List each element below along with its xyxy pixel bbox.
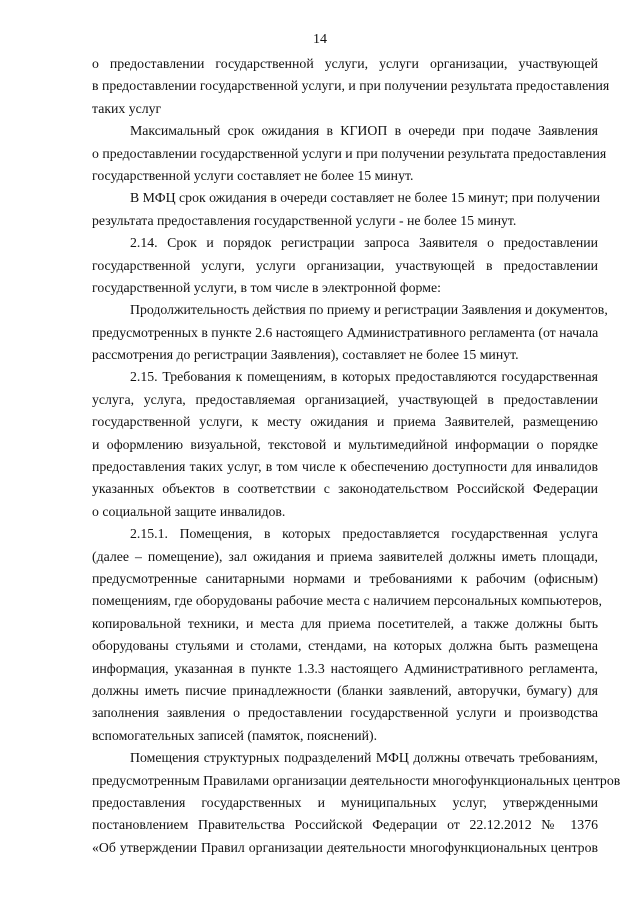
text-line: должны иметь писчие принадлежности (бланки заявлений, авторучки, бумагу) для	[92, 682, 598, 698]
paragraph	[92, 366, 598, 523]
text-line: предоставления государственных и муниципальных услуг, утвержденными	[92, 794, 598, 810]
text-line: (далее – помещение), зал ожидания и приема заявителей должны иметь площади,	[92, 548, 598, 564]
text-line: таких услуг	[92, 100, 162, 116]
text-line: информация, указанная в пункте 1.3.3 настоящего Административного регламента,	[92, 660, 598, 676]
text-line: в предоставлении государственной услуги, и при получении результата предоставления	[92, 78, 610, 94]
text-line: о предоставлении государственной услуги и при получении результата предоставления	[92, 145, 607, 161]
text-line: государственной услуги, в том числе в электронной форме:	[92, 279, 441, 295]
text-line: «Об утверждении Правил организации деятельности многофункциональных центров	[92, 839, 598, 855]
text-line: государственной услуги, услуги организации, участвующей в предоставлении	[92, 257, 598, 273]
text-line: оборудованы стульями и столами, стендами, на которых должна быть размещена	[92, 638, 598, 654]
text-line: предусмотренных в пункте 2.6 настоящего Административного регламента (от начала	[92, 324, 599, 340]
text-line: указанных объектов в соответствии с законодательством Российской Федерации	[92, 481, 598, 497]
text-line: о предоставлении государственной услуги, услуги организации, участвующей	[92, 56, 598, 71]
document-body	[92, 53, 621, 859]
text-line: 2.15. Требования к помещениям, в которых предоставляются государственная	[130, 369, 598, 385]
paragraph	[92, 747, 621, 859]
text-line: услуга, услуга, предоставляемая организацией, участвующей в предоставлении	[92, 391, 598, 407]
text-line: 2.14. Срок и порядок регистрации запроса Заявителя о предоставлении	[130, 235, 598, 251]
text-line: помещениям, где оборудованы рабочие места с наличием персональных компьютеров,	[92, 593, 602, 609]
text-line: предоставления таких услуг, в том числе к обеспечению доступности для инвалидов	[92, 459, 598, 475]
page-number: 14	[313, 32, 327, 47]
paragraph	[92, 523, 602, 747]
text-line: предусмотренные санитарными нормами и требованиями к рабочим (офисным)	[92, 570, 598, 586]
text-line: копировальной техники, и места для приема посетителей, а также должны быть	[92, 615, 598, 631]
text-line: государственной услуги, к месту ожидания и приема Заявителей, размещению	[92, 414, 598, 430]
paragraph	[92, 232, 598, 299]
text-line: государственной услуги составляет не более 15 минут.	[92, 167, 414, 183]
text-line: В МФЦ срок ожидания в очереди составляет не более 15 минут; при получении	[130, 190, 600, 206]
text-line: рассмотрения до регистрации Заявления), составляет не более 15 минут.	[92, 347, 519, 363]
text-line: Помещения структурных подразделений МФЦ должны отвечать требованиям,	[130, 750, 598, 766]
text-line: и оформлению визуальной, текстовой и мультимедийной информации о порядке	[92, 436, 598, 452]
text-line: заполнения заявления о предоставлении государственной услуги и производства	[92, 705, 598, 721]
paragraph	[92, 299, 608, 366]
text-line: 2.15.1. Помещения, в которых предоставляется государственная услуга	[130, 526, 598, 542]
text-line: вспомогательных записей (памяток, пояснений).	[92, 727, 378, 743]
paragraph	[92, 187, 598, 232]
text-line: Продолжительность действия по приему и регистрации Заявления и документов,	[130, 302, 608, 318]
text-line: результата предоставления государственной услуги - не более 15 минут.	[92, 212, 517, 228]
paragraph	[92, 53, 610, 120]
text-line: постановлением Правительства Российской Федерации от 22.12.2012 № 1376	[92, 817, 598, 833]
text-line: о социальной защите инвалидов.	[92, 503, 286, 519]
text-line: Максимальный срок ожидания в КГИОП в очереди при подаче Заявления	[130, 123, 598, 139]
paragraph	[92, 120, 607, 187]
text-line: предусмотренным Правилами организации деятельности многофункциональных центров	[92, 772, 621, 788]
